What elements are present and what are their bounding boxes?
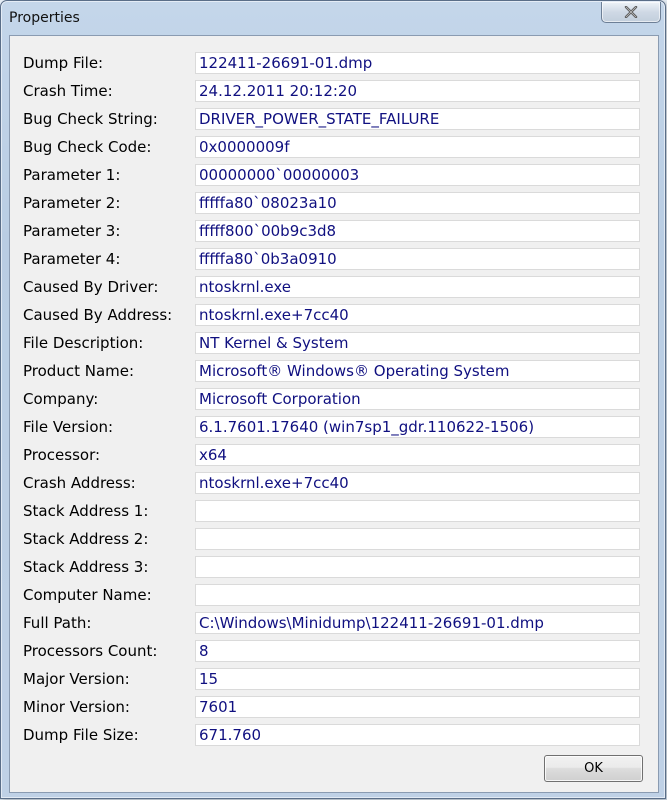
property-value-field[interactable] [195, 472, 640, 494]
property-value-field[interactable] [195, 220, 640, 242]
property-row [10, 106, 658, 134]
property-label: Caused By Driver: [23, 278, 159, 296]
property-label: Crash Address: [23, 474, 136, 492]
property-value-field[interactable] [195, 668, 640, 690]
property-label: Processor: [23, 446, 101, 464]
property-value: x64 [199, 446, 227, 464]
property-row [10, 274, 658, 302]
property-label: Stack Address 1: [23, 502, 149, 520]
property-value-field[interactable] [195, 500, 640, 522]
property-label: Full Path: [23, 614, 92, 632]
property-value: 671.760 [199, 726, 262, 744]
properties-panel [9, 35, 659, 793]
property-label: Caused By Address: [23, 306, 173, 324]
property-label: Bug Check String: [23, 110, 158, 128]
property-value-field[interactable] [195, 304, 640, 326]
property-value: C:\Windows\Minidump\122411-26691-01.dmp [199, 614, 544, 632]
property-row [10, 526, 658, 554]
property-value: 0x0000009f [199, 138, 290, 156]
property-value: 24.12.2011 20:12:20 [199, 82, 358, 100]
property-value: Microsoft® Windows® Operating System [199, 362, 510, 380]
property-row [10, 78, 658, 106]
property-label: File Version: [23, 418, 114, 436]
property-value-field[interactable] [195, 248, 640, 270]
property-row [10, 722, 658, 750]
property-row [10, 330, 658, 358]
property-label: Computer Name: [23, 586, 152, 604]
property-value-field[interactable] [195, 164, 640, 186]
property-value: 7601 [199, 698, 238, 716]
property-row [10, 302, 658, 330]
property-value-field[interactable] [195, 724, 640, 746]
property-value: 00000000`00000003 [199, 166, 360, 184]
property-label: Bug Check Code: [23, 138, 152, 156]
property-label: Dump File: [23, 54, 104, 72]
property-value-field[interactable] [195, 108, 640, 130]
property-label: Major Version: [23, 670, 130, 688]
property-row [10, 666, 658, 694]
property-label: Parameter 3: [23, 222, 121, 240]
property-row [10, 470, 658, 498]
property-label: Parameter 4: [23, 250, 121, 268]
property-value-field[interactable] [195, 584, 640, 606]
property-value: ntoskrnl.exe+7cc40 [199, 474, 349, 492]
property-row [10, 554, 658, 582]
property-label: Crash Time: [23, 82, 113, 100]
property-label: Stack Address 3: [23, 558, 149, 576]
property-value: NT Kernel & System [199, 334, 349, 352]
property-value: 6.1.7601.17640 (win7sp1_gdr.110622-1506) [199, 418, 535, 436]
ok-button[interactable]: OK [544, 755, 643, 782]
property-label: Parameter 1: [23, 166, 121, 184]
property-label: Dump File Size: [23, 726, 139, 744]
property-value-field[interactable] [195, 276, 640, 298]
property-value-field[interactable] [195, 136, 640, 158]
property-row [10, 638, 658, 666]
property-label: Minor Version: [23, 698, 130, 716]
property-value-field[interactable] [195, 80, 640, 102]
property-value-field[interactable] [195, 360, 640, 382]
title-bar[interactable] [1, 1, 665, 35]
property-row [10, 442, 658, 470]
property-value: 8 [199, 642, 209, 660]
property-value: DRIVER_POWER_STATE_FAILURE [199, 110, 440, 128]
property-value-field[interactable] [195, 556, 640, 578]
property-value-field[interactable] [195, 640, 640, 662]
property-value-field[interactable] [195, 696, 640, 718]
property-label: Stack Address 2: [23, 530, 149, 548]
property-label: Product Name: [23, 362, 135, 380]
close-icon [624, 6, 638, 18]
property-row [10, 610, 658, 638]
property-value: fffffa80`08023a10 [199, 194, 337, 212]
property-value-field[interactable] [195, 416, 640, 438]
property-label: File Description: [23, 334, 144, 352]
property-row [10, 498, 658, 526]
property-value: fffffa80`0b3a0910 [199, 250, 337, 268]
property-value: fffff800`00b9c3d8 [199, 222, 337, 240]
dialog-title: Properties [9, 10, 80, 26]
property-value-field[interactable] [195, 612, 640, 634]
property-row [10, 50, 658, 78]
property-row [10, 190, 658, 218]
property-label: Company: [23, 390, 99, 408]
property-value-field[interactable] [195, 52, 640, 74]
property-value: ntoskrnl.exe [199, 278, 292, 296]
property-value: ntoskrnl.exe+7cc40 [199, 306, 349, 324]
property-value: Microsoft Corporation [199, 390, 361, 408]
close-button[interactable] [601, 2, 661, 23]
property-value-field[interactable] [195, 444, 640, 466]
property-value-field[interactable] [195, 332, 640, 354]
property-value-field[interactable] [195, 528, 640, 550]
property-label: Parameter 2: [23, 194, 121, 212]
property-label: Processors Count: [23, 642, 158, 660]
property-row [10, 582, 658, 610]
property-row [10, 414, 658, 442]
property-value-field[interactable] [195, 388, 640, 410]
property-value: 122411-26691-01.dmp [199, 54, 373, 72]
property-row [10, 694, 658, 722]
property-row [10, 386, 658, 414]
property-value: 15 [199, 670, 219, 688]
property-row [10, 246, 658, 274]
property-row [10, 218, 658, 246]
property-row [10, 358, 658, 386]
property-row [10, 162, 658, 190]
property-value-field[interactable] [195, 192, 640, 214]
property-row [10, 134, 658, 162]
